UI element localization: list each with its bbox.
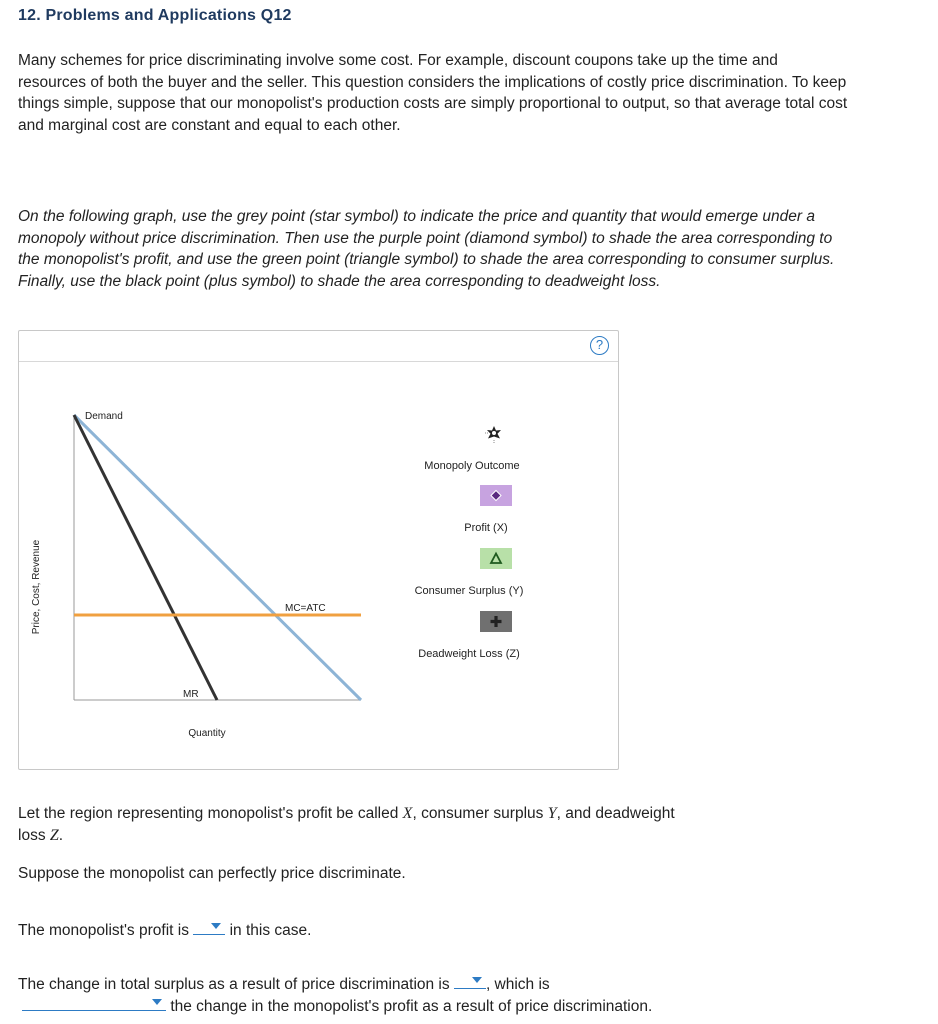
- star-icon: [485, 426, 501, 444]
- y-axis-label: Price, Cost, Revenue: [31, 539, 42, 635]
- region-text-part: .: [58, 827, 64, 844]
- monopoly-outcome-label: Monopoly Outcome: [424, 460, 520, 472]
- y-symbol: Y: [547, 805, 557, 822]
- region-text-part: loss: [18, 827, 50, 844]
- surplus-change-text: The change in total surplus as a result of price discrimination is: [18, 976, 450, 993]
- monopoly-outcome-tool[interactable]: [485, 426, 501, 444]
- instructions-paragraph: On the following graph, use the grey point (star symbol) to indicate the price and quantity that would emerge under a monopoly without price discrimination. Then use the purple point (diamond symbol) to shade the area corresponding to the monopolist's profit, and use the green point (triangle symbol) to shade the area corresponding to consumer surplus. Finally, use the black point (plus symbol) to shade the area corresponding to deadweight loss.: [18, 208, 835, 290]
- graph-panel: [18, 330, 619, 770]
- z-symbol: Z: [49, 827, 59, 844]
- profit-question: [18, 918, 311, 940]
- chevron-down-icon: [152, 999, 162, 1005]
- chevron-down-icon: [211, 923, 221, 929]
- region-definition-line2: [18, 827, 63, 845]
- demand-curve: [74, 415, 361, 700]
- mr-label: MR: [183, 689, 199, 700]
- graph-canvas[interactable]: [19, 331, 619, 771]
- surplus-change-question: [18, 972, 550, 994]
- comparison-dropdown[interactable]: [22, 994, 166, 1011]
- profit-question-suffix: in this case.: [229, 922, 312, 939]
- region-text-part: Let the region representing monopolist's profit be called: [18, 805, 403, 822]
- region-text-part: , and deadweight: [556, 805, 675, 822]
- chevron-down-icon: [472, 977, 482, 983]
- deadweight-loss-tool[interactable]: [480, 611, 512, 632]
- mr-curve: [74, 415, 217, 700]
- x-axis-label: Quantity: [188, 728, 226, 739]
- consumer-surplus-tool[interactable]: [480, 548, 512, 569]
- deadweight-loss-label: Deadweight Loss (Z): [418, 648, 520, 660]
- intro-paragraph: Many schemes for price discriminating involve some cost. For example, discount coupons take up the time and resources of both the buyer and the seller. This question considers the implications of costly price discrimination. To keep things simple, suppose that our monopolist's production costs are simply proportional to output, so that average total cost and marginal cost are constant and equal to each other.: [18, 52, 848, 134]
- help-icon[interactable]: ?: [590, 336, 609, 355]
- profit-question-text: The monopolist's profit is: [18, 922, 189, 939]
- comparison-text: the change in the monopolist's profit as a result of price discrimination.: [170, 998, 653, 1015]
- comparison-line: [22, 994, 652, 1016]
- consumer-surplus-label: Consumer Surplus (Y): [414, 585, 524, 597]
- surplus-change-dropdown[interactable]: [454, 972, 486, 989]
- profit-dropdown[interactable]: [193, 918, 225, 935]
- suppose-text: Suppose the monopolist can perfectly price discriminate.: [18, 865, 406, 882]
- demand-label: Demand: [85, 411, 123, 422]
- profit-label: Profit (X): [464, 522, 508, 534]
- profit-tool[interactable]: [480, 485, 512, 506]
- x-symbol: X: [402, 805, 413, 822]
- mc-atc-label: MC=ATC: [285, 603, 326, 614]
- question-title: 12. Problems and Applications Q12: [18, 7, 292, 24]
- surplus-change-suffix: , which is: [485, 976, 550, 993]
- region-text-part: , consumer surplus: [412, 805, 548, 822]
- region-definition-line1: [18, 805, 675, 823]
